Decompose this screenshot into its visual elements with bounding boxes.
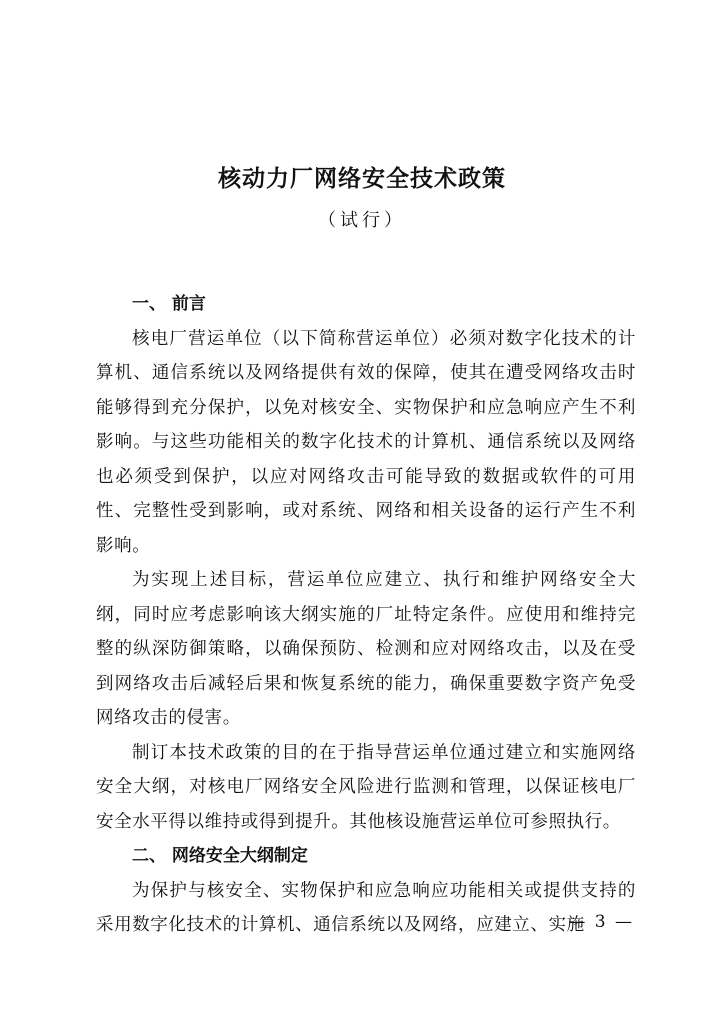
paragraph: 为实现上述目标，营运单位应建立、执行和维护网络安全大纲，同时应考虑影响该大纲实施的厂址特定条件。应使用和维持完整的纵深防御策略，以确保预防、检测和应对网络攻击，以及在受到网络攻击后减轻后果和恢复系统的能力，确保重要数字资产免受网络攻击的侵害。 (96, 570, 636, 728)
page-number: — 3 — (568, 912, 634, 932)
document-body (96, 287, 636, 943)
document-title: 核动力厂网络安全技术政策 (218, 166, 506, 192)
document-subtitle: （试行） (318, 210, 406, 231)
paragraph: 制订本技术政策的目的在于指导营运单位通过建立和实施网络安全大纲，对核电厂网络安全风险进行监测和管理，以保证核电厂安全水平得以维持或得到提升。其他核设施营运单位可参照执行。 (96, 742, 636, 832)
paragraph: 核电厂营运单位（以下简称营运单位）必须对数字化技术的计算机、通信系统以及网络提供有效的保障，使其在遭受网络攻击时能够得到充分保护，以免对核安全、实物保护和应急响应产生不利影响。与这些功能相关的数字化技术的计算机、通信系统以及网络也必须受到保护，以应对网络攻击可能导致的数据或软件的可用性、完整性受到影响，或对系统、网络和相关设备的运行产生不利影响。 (96, 328, 636, 556)
section-heading-cybersecurity-program: 二、 网络安全大纲制定 (132, 846, 308, 866)
section-heading-preface: 一、 前言 (132, 294, 206, 314)
paragraph: 为保护与核安全、实物保护和应急响应功能相关或提供支持的采用数字化技术的计算机、通信系统以及网络，应建立、实施 (96, 880, 636, 935)
